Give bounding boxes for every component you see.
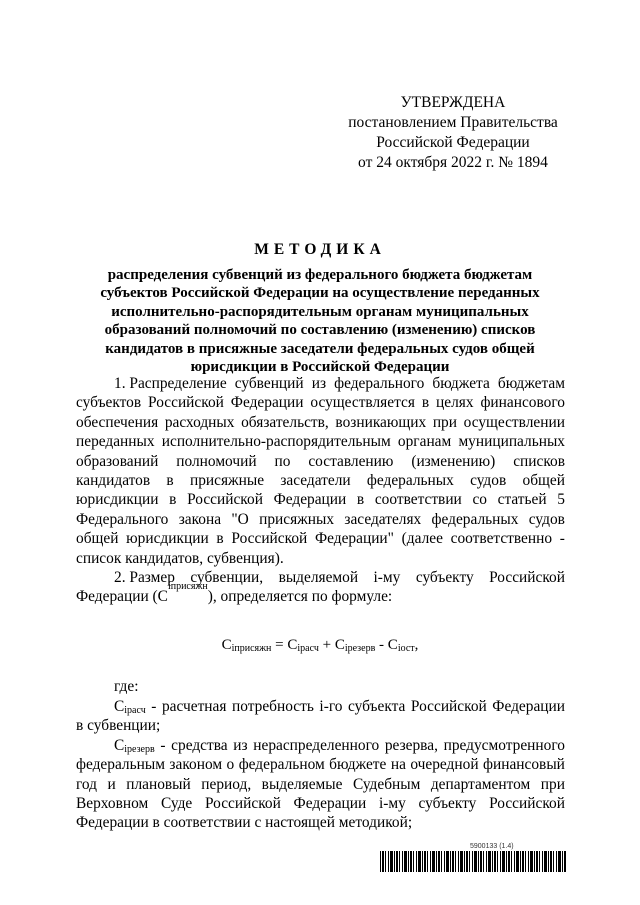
word: федеральном [238,756,325,774]
paragraph-line [76,452,565,471]
subtitle-line: исполнительно-распорядительным органам муниципальных [111,303,529,320]
paragraph-line [76,471,565,490]
approval-line: постановлением Правительства [348,114,558,131]
approval-heading: УТВЕРЖДЕНА [400,94,506,111]
word: юрисдикции [126,530,209,548]
subtitle-line: субъектов Российской Федерации на осуществление переданных [100,285,540,302]
document-subtitle [80,266,560,376]
word: субъекта [347,698,406,715]
word: потребность [231,698,314,715]
word: федерального [334,375,425,392]
word: бюджете [329,756,387,774]
word: 5 [557,491,565,509]
definition-line [76,697,565,716]
definitions [76,697,565,833]
word: нераспределенного [253,736,380,754]
word: (изменению) [411,452,496,470]
word: выделяемой [278,569,359,586]
word: плановый [126,775,191,793]
word: департаментом [430,775,531,793]
barcode-image [380,851,566,872]
word: осуществляется [310,394,415,412]
word: статьей [497,491,547,509]
word: период, [201,775,252,793]
word: i-му [373,569,401,586]
word: законом [169,756,223,774]
word: закона [178,510,222,528]
word: i-го [319,698,343,715]
word: Российской [148,394,224,412]
paragraph-line [76,413,565,432]
word: средства [171,736,228,754]
paragraph-line [76,775,565,794]
subscript: iрасч [124,705,146,716]
word: Федерации [293,794,367,812]
paragraph-line [76,755,565,774]
word: в [356,491,365,509]
word: образований [76,452,159,470]
definition-line [76,736,565,755]
paragraph-line [76,529,565,548]
word: Российской [489,794,565,812]
word: - [151,698,157,715]
word: резерва, [384,736,438,754]
word: соответствии [374,491,462,509]
subscript: iрезерв [344,643,376,654]
word: финансового [480,394,565,412]
word: кандидатов [76,471,151,489]
formula-operator: - [375,637,388,653]
word: заседателях [344,510,422,528]
word: на [390,756,406,774]
word: заседатели [280,471,351,489]
word: судов [528,510,565,528]
word: из [311,375,327,392]
word: очередной [410,756,479,774]
word: федеральным [76,756,165,774]
word: общей [522,471,565,489]
word: федеральных [431,510,519,528]
definition-symbol: $С_{iрезерв}$ [114,736,155,755]
subscript: iприсяжн [231,643,272,654]
subtitle-line: распределения субвенций из федерального бюджета бюджетам [107,267,533,283]
paragraph-line [76,393,565,412]
word: в [166,471,174,489]
word: общей [76,530,119,548]
formula-symbol: С [334,637,345,653]
word: присяжных [259,510,335,528]
word: Судебным [352,775,421,793]
word: бюджета [432,375,490,392]
formula-operator: , [414,637,419,653]
word: и [107,775,116,793]
text-fragment: Федерации (С [76,588,168,606]
word: выделяемые [261,775,343,793]
subtitle-line: юрисдикции в Российской Федерации [190,359,450,376]
word: при [540,775,565,793]
subscript: iост [397,643,415,654]
word: возникающих [335,413,427,431]
definition-line: Федерации в соответствии с настоящей методикой; [76,814,413,832]
word: Российской [410,698,487,715]
word: из [233,736,248,754]
word: Федерации [273,491,347,509]
word: Суде [160,794,193,812]
word: Федерации [230,394,304,412]
where-label: где: [114,678,139,695]
word: финансовый [483,756,565,774]
word: обеспечения [76,413,159,431]
word: Российской [187,491,263,509]
paragraph-1 [76,374,565,568]
paragraph-line [76,568,565,587]
approval-block [338,93,568,173]
paragraph-2 [76,568,565,607]
word: i-му [378,794,406,812]
definition-line: в субвенции; [76,717,161,735]
word: субвенции, [190,569,264,586]
word: список кандидатов, субвенция). [76,549,284,567]
word: в [169,491,177,509]
word: исполнительно-распорядительным [161,433,391,451]
word: субвенций [234,375,304,392]
word: Российской [489,569,565,586]
paragraph-line [76,374,565,393]
word: предусмотренного [443,736,565,754]
formula-operator: + [318,637,335,653]
word: Российской [231,530,308,548]
word: органам [397,433,452,451]
definition-symbol: $С_{iрасч}$ [114,698,146,716]
formula-symbol: С [387,637,398,653]
word: при [432,413,457,431]
word: Российской [204,794,281,812]
paragraph-line [76,581,565,606]
word: Федерации [492,698,565,715]
word: (далее [401,530,443,548]
formula-operator: = [271,637,288,653]
subscript: iрезерв [124,743,155,755]
word: - [160,736,166,754]
formula [0,637,640,654]
subtitle-line: кандидатов в присяжные заседатели федеральных судов общей [105,340,535,357]
barcode-label: 5900133 (1.4) [470,843,514,850]
word: переданных [76,433,155,451]
word: составлению [308,452,394,470]
word: судов [470,471,507,489]
text-fragment: ), определяется по формуле: [207,588,393,606]
paragraph-line [76,490,565,509]
word: целях [436,394,474,412]
word: муниципальных [458,433,565,451]
subscript: iрасч [297,643,319,654]
word: присяжные [189,471,265,489]
word: Федерации" [314,530,394,548]
word: субъектов [76,394,142,412]
word: 1. Распределение [114,375,227,392]
formula-symbol: С [287,637,298,653]
word: юрисдикции [76,491,159,509]
word: субъекту [418,794,477,812]
word: по [274,452,291,470]
word: расходных [164,413,235,431]
word: "О [231,510,249,528]
paragraph-line [76,510,565,529]
word: федеральных [366,471,454,489]
word: полномочий [176,452,257,470]
paragraph-line [76,794,565,813]
word: осуществлении [463,413,565,431]
word: в [421,394,430,412]
word: Верховном [76,794,149,812]
paragraph-line [76,432,565,451]
word: - [559,530,565,548]
word: соответственно [450,530,553,548]
approval-line: Российской Федерации [376,134,530,151]
word: о [226,756,235,774]
word: расчетная [161,698,227,715]
word: в [216,530,224,548]
word: со [472,491,487,509]
formula-symbol: С [221,637,232,653]
word: бюджетам [497,375,565,392]
word: год [76,775,98,793]
word: Федерального [76,510,169,528]
subtitle-line: образований полномочий по составлению (изменению) списков [104,322,536,339]
definition-lines [76,755,565,813]
word: 2. Размер [114,569,175,586]
subscript: iприсяжн [167,581,208,593]
document-title: МЕТОДИКА [254,241,386,258]
approval-date-number: от 24 октября 2022 г. № 1894 [358,154,548,171]
word: субъекту [415,569,474,586]
word: списков [513,452,565,470]
word: обязательств, [241,413,329,431]
paragraph-line [76,549,565,568]
